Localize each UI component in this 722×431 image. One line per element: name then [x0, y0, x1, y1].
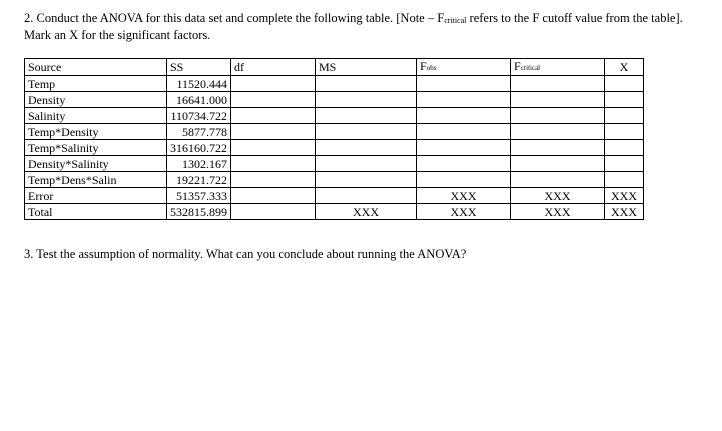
header-fobs-sub: obs: [426, 64, 437, 72]
fobs-cell[interactable]: [417, 108, 511, 124]
ss-cell: 19221.722: [167, 172, 231, 188]
fcrit-cell[interactable]: [511, 140, 605, 156]
question-2-text: [24, 11, 684, 43]
fcrit-cell[interactable]: [511, 76, 605, 92]
x-cell[interactable]: [605, 172, 644, 188]
ss-cell: 5877.778: [167, 124, 231, 140]
df-cell[interactable]: [231, 140, 316, 156]
header-ms: MS: [316, 59, 417, 76]
df-cell[interactable]: [231, 156, 316, 172]
table-row: [25, 140, 644, 156]
header-x: X: [605, 59, 644, 76]
x-cell[interactable]: [605, 156, 644, 172]
question-2-suffix: refers to the F cutoff value from the table]. Mark an X for the significant factors.: [24, 11, 683, 42]
source-cell: Density: [25, 92, 167, 108]
ss-cell: 110734.722: [167, 108, 231, 124]
table-row-error: [25, 188, 644, 204]
fcrit-cell[interactable]: [511, 156, 605, 172]
x-cell[interactable]: [605, 124, 644, 140]
ms-cell[interactable]: [316, 124, 417, 140]
fobs-cell[interactable]: [417, 92, 511, 108]
ss-cell: 1302.167: [167, 156, 231, 172]
ss-cell: 11520.444: [167, 76, 231, 92]
header-fobs: [417, 59, 511, 76]
table-row: [25, 108, 644, 124]
source-cell: Temp*Salinity: [25, 140, 167, 156]
df-cell[interactable]: [231, 188, 316, 204]
df-cell[interactable]: [231, 92, 316, 108]
x-cell[interactable]: [605, 92, 644, 108]
table-row: [25, 156, 644, 172]
fobs-cell[interactable]: [417, 76, 511, 92]
fobs-cell: XXX: [417, 204, 511, 220]
table-header-row: [25, 59, 644, 76]
source-cell: Temp*Density: [25, 124, 167, 140]
table-row: [25, 124, 644, 140]
x-cell[interactable]: [605, 140, 644, 156]
table-row: [25, 172, 644, 188]
anova-table: [24, 58, 644, 220]
header-ss: SS: [167, 59, 231, 76]
x-cell: XXX: [605, 204, 644, 220]
fcrit-cell[interactable]: [511, 172, 605, 188]
ss-cell: 16641.000: [167, 92, 231, 108]
df-cell[interactable]: [231, 172, 316, 188]
ms-cell[interactable]: [316, 140, 417, 156]
ms-cell[interactable]: [316, 76, 417, 92]
source-cell: Temp*Dens*Salin: [25, 172, 167, 188]
df-cell[interactable]: [231, 108, 316, 124]
fobs-cell[interactable]: [417, 156, 511, 172]
table-row: [25, 92, 644, 108]
fcrit-cell[interactable]: [511, 92, 605, 108]
x-cell: XXX: [605, 188, 644, 204]
x-cell[interactable]: [605, 76, 644, 92]
header-fcritical: [511, 59, 605, 76]
source-cell: Total: [25, 204, 167, 220]
df-cell[interactable]: [231, 204, 316, 220]
fcrit-cell[interactable]: [511, 108, 605, 124]
fobs-cell[interactable]: [417, 172, 511, 188]
header-fobs-main: F: [420, 59, 427, 73]
x-cell[interactable]: [605, 108, 644, 124]
df-cell[interactable]: [231, 124, 316, 140]
header-fcrit-sub: critical: [520, 64, 541, 72]
fobs-cell[interactable]: [417, 124, 511, 140]
header-source: Source: [25, 59, 167, 76]
source-cell: Density*Salinity: [25, 156, 167, 172]
ms-cell: XXX: [316, 204, 417, 220]
ss-cell: 316160.722: [167, 140, 231, 156]
fobs-cell: XXX: [417, 188, 511, 204]
source-cell: Temp: [25, 76, 167, 92]
ss-cell: 532815.899: [167, 204, 231, 220]
source-cell: Error: [25, 188, 167, 204]
question-2-prefix: 2. Conduct the ANOVA for this data set and complete the following table. [Note – F: [24, 11, 445, 25]
table-row-total: [25, 204, 644, 220]
ms-cell[interactable]: [316, 188, 417, 204]
fcrit-cell[interactable]: [511, 124, 605, 140]
ms-cell[interactable]: [316, 108, 417, 124]
ss-cell: 51357.333: [167, 188, 231, 204]
ms-cell[interactable]: [316, 156, 417, 172]
table-row: [25, 76, 644, 92]
fcrit-cell: XXX: [511, 188, 605, 204]
source-cell: Salinity: [25, 108, 167, 124]
ms-cell[interactable]: [316, 172, 417, 188]
fobs-cell[interactable]: [417, 140, 511, 156]
header-df: df: [231, 59, 316, 76]
header-fcrit-main: F: [514, 59, 521, 73]
df-cell[interactable]: [231, 76, 316, 92]
question-2-subscript: critical: [444, 16, 467, 25]
question-3-text: 3. Test the assumption of normality. What can you conclude about running the ANOVA?: [24, 247, 467, 261]
ms-cell[interactable]: [316, 92, 417, 108]
fcrit-cell: XXX: [511, 204, 605, 220]
